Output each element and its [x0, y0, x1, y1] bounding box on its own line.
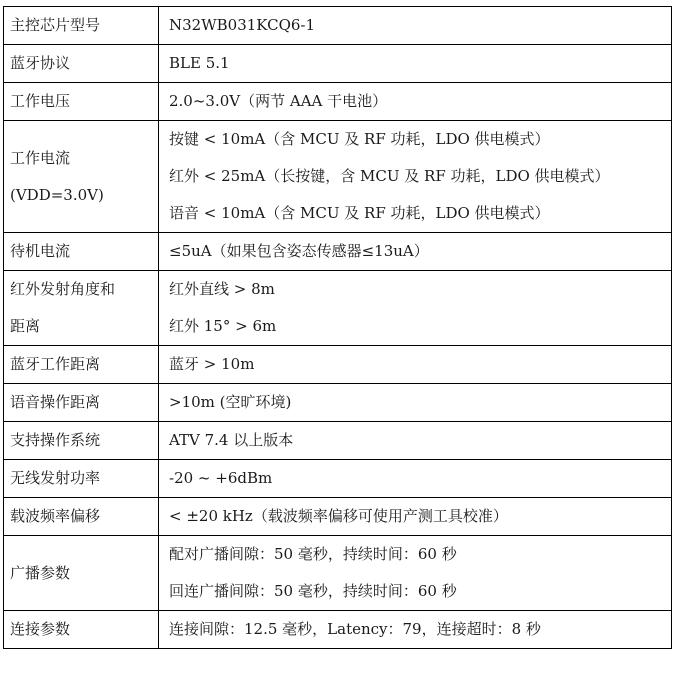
- value-line: 配对广播间隙：50 毫秒，持续时间：60 秒: [169, 545, 457, 563]
- value-line: 回连广播间隙：50 毫秒，持续时间：60 秒: [169, 582, 457, 600]
- label-line: 工作电流: [10, 148, 71, 167]
- table-row: [4, 45, 672, 83]
- value-line: BLE 5.1: [169, 54, 230, 72]
- row-value: [159, 346, 672, 384]
- value-line: 按键 < 10mA（含 MCU 及 RF 功耗，LDO 供电模式）: [169, 130, 550, 148]
- row-value: [159, 233, 672, 271]
- row-value: [159, 83, 672, 121]
- label-line: 距离: [10, 317, 41, 335]
- row-label: [4, 233, 159, 271]
- label-line: 语音操作距离: [10, 393, 101, 411]
- table-row: [4, 83, 672, 121]
- label-line: 蓝牙工作距离: [10, 355, 101, 373]
- label-line: 主控芯片型号: [10, 16, 101, 34]
- spec-table: [3, 6, 672, 649]
- row-value: [159, 7, 672, 45]
- row-value: [159, 422, 672, 460]
- row-label: [4, 384, 159, 422]
- label-line: (VDD=3.0V): [10, 185, 104, 204]
- value-line: N32WB031KCQ6-1: [169, 16, 316, 34]
- label-line: 工作电压: [10, 92, 71, 110]
- row-value: [159, 121, 672, 233]
- table-row: [4, 498, 672, 536]
- label-line: 待机电流: [10, 242, 71, 260]
- table-row: [4, 422, 672, 460]
- label-line: 红外发射角度和: [10, 280, 116, 298]
- row-value: [159, 536, 672, 611]
- row-label: [4, 121, 159, 233]
- table-row: [4, 233, 672, 271]
- row-label: [4, 7, 159, 45]
- label-line: 广播参数: [10, 563, 71, 582]
- value-line: 红外 15° > 6m: [169, 317, 277, 335]
- value-line: 2.0~3.0V（两节 AAA 干电池）: [169, 92, 388, 110]
- row-label: [4, 83, 159, 121]
- row-label: [4, 498, 159, 536]
- value-line: 红外 < 25mA（长按键，含 MCU 及 RF 功耗，LDO 供电模式）: [169, 167, 610, 185]
- row-label: [4, 271, 159, 346]
- value-line: 红外直线 > 8m: [169, 280, 275, 298]
- row-label: [4, 536, 159, 611]
- label-line: 连接参数: [10, 620, 71, 638]
- label-line: 无线发射功率: [10, 469, 101, 487]
- row-value: [159, 271, 672, 346]
- table-row: [4, 7, 672, 45]
- row-value: [159, 498, 672, 536]
- value-line: ≤5uA（如果包含姿态传感器≤13uA）: [169, 242, 429, 260]
- value-line: 蓝牙 > 10m: [169, 355, 255, 373]
- row-label: [4, 346, 159, 384]
- value-line: ATV 7.4 以上版本: [169, 431, 294, 449]
- table-row: [4, 611, 672, 649]
- table-row: [4, 121, 672, 233]
- label-line: 载波频率偏移: [10, 507, 101, 525]
- table-row: [4, 346, 672, 384]
- table-row: [4, 384, 672, 422]
- table-row: [4, 536, 672, 611]
- row-label: [4, 460, 159, 498]
- row-label: [4, 611, 159, 649]
- value-line: -20 ~ +6dBm: [169, 469, 273, 487]
- row-value: [159, 611, 672, 649]
- value-line: 语音 < 10mA（含 MCU 及 RF 功耗，LDO 供电模式）: [169, 204, 550, 222]
- row-label: [4, 45, 159, 83]
- value-line: >10m (空旷环境): [169, 393, 292, 411]
- row-value: [159, 460, 672, 498]
- value-line: < ±20 kHz（载波频率偏移可使用产测工具校准）: [169, 507, 508, 525]
- table-row: [4, 460, 672, 498]
- label-line: 蓝牙协议: [10, 54, 71, 72]
- row-value: [159, 45, 672, 83]
- table-row: [4, 271, 672, 346]
- label-line: 支持操作系统: [10, 431, 101, 449]
- row-label: [4, 422, 159, 460]
- value-line: 连接间隙：12.5 毫秒，Latency：79，连接超时：8 秒: [169, 620, 541, 638]
- row-value: [159, 384, 672, 422]
